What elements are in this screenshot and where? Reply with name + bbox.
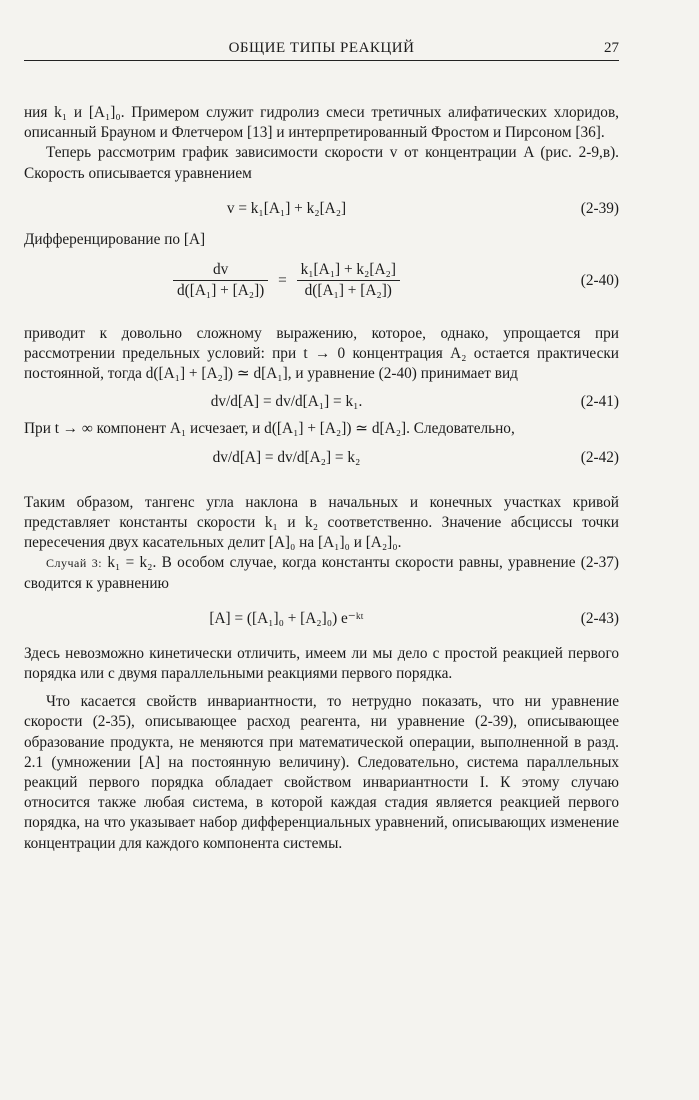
page-number: 27 bbox=[604, 40, 619, 56]
header-title: ОБЩИЕ ТИПЫ РЕАКЦИЙ bbox=[228, 40, 415, 56]
paragraph-6: Таким образом, тангенс угла наклона в начальных и конечных участках кривой представляет константы скорости k₁ и k₂ соответственно. Значение абсциссы точки пересечения двух касательных делит [A]₀ на [A₁]₀ и [A₂]₀. bbox=[24, 493, 619, 552]
paragraph-3: Дифференцирование по [A] bbox=[24, 230, 206, 248]
equation-number: (2-43) bbox=[580, 609, 619, 627]
lhs-denominator: d([A₁] + [A₂]) bbox=[177, 282, 265, 300]
equation-number: (2-39) bbox=[580, 199, 619, 217]
lhs-numerator: dv bbox=[173, 260, 268, 281]
rhs-numerator: k₁[A₁] + k₂[A₂] bbox=[297, 260, 400, 281]
equation-2-39 bbox=[24, 198, 619, 220]
case-label: Случай 3: bbox=[46, 556, 103, 571]
page-content bbox=[24, 38, 619, 854]
equation-number: (2-42) bbox=[580, 448, 619, 466]
paragraph-9: Что касается свойств инвариантности, то нетрудно показать, что ни уравнение скорости (2-35), описывающее расход реагента, ни уравнение (2-39), описывающее образование продукта, не меняются при математической операции, выполненной в разд. 2.1 (умножении [A] на постоянную величину). Следовательно, система параллельных реакций первого порядка обладает свойством инвариантности I. К этому случаю относится также любая система, в которой каждая стадия является реакцией первого порядка, на что указывает набор дифференциальных уравнений, описывающих изменение концентрации для каждого компонента системы. bbox=[24, 693, 619, 852]
lhs-fraction bbox=[173, 260, 268, 301]
equation-2-42 bbox=[24, 447, 619, 469]
paragraph-2: Теперь рассмотрим график зависимости скорости v от концентрации A (рис. 2-9,в). Скорость описывается уравнением bbox=[24, 144, 619, 182]
paragraph-7-text: k₁ = k₂. В особом случае, когда константы скорости равны, уравнение (2-37) сводится к уравнению bbox=[24, 554, 619, 592]
equation-number: (2-41) bbox=[580, 392, 619, 410]
paragraph-1: ния k₁ и [A₁]₀. Примером служит гидролиз смеси третичных алифатических хлоридов, описанный Брауном и Флетчером [13] и интерпретированный Фростом и Пирсоном [36]. bbox=[24, 104, 619, 142]
equation-body: dv/d[A] = dv/d[A₁] = k₁. bbox=[210, 392, 363, 410]
paragraph-8: Здесь невозможно кинетически отличить, имеем ли мы дело с простой реакцией первого порядка или с двумя параллельными реакциями первого порядка. bbox=[24, 644, 619, 683]
equals-sign: = bbox=[278, 271, 287, 289]
paragraph-7 bbox=[24, 553, 619, 593]
equation-2-41 bbox=[24, 391, 619, 413]
paragraph-4: приводит к довольно сложному выражению, которое, однако, упрощается при рассмотрении предельных условий: при t → 0 концентрация A₂ остается практически постоянной, тогда d([A₁] + [A₂]) ≃ d[A₁], и уравнение (2-40) принимает вид bbox=[24, 325, 619, 383]
rhs-fraction bbox=[297, 260, 400, 301]
equation-2-43 bbox=[24, 608, 619, 630]
rhs-denominator: d([A₁] + [A₂]) bbox=[304, 282, 392, 300]
equation-number: (2-40) bbox=[580, 272, 619, 290]
equation-body: v = k₁[A₁] + k₂[A₂] bbox=[226, 199, 347, 217]
running-header bbox=[24, 38, 619, 61]
equation-body: [A] = ([A₁]₀ + [A₂]₀) e⁻ᵏᵗ bbox=[209, 609, 364, 627]
paragraph-5: При t → ∞ компонент A₁ исчезает, и d([A₁] + [A₂]) ≃ d[A₂]. Следовательно, bbox=[24, 419, 515, 437]
equation-body: dv/d[A] = dv/d[A₂] = k₂ bbox=[212, 448, 361, 466]
equation-2-40 bbox=[24, 260, 619, 308]
